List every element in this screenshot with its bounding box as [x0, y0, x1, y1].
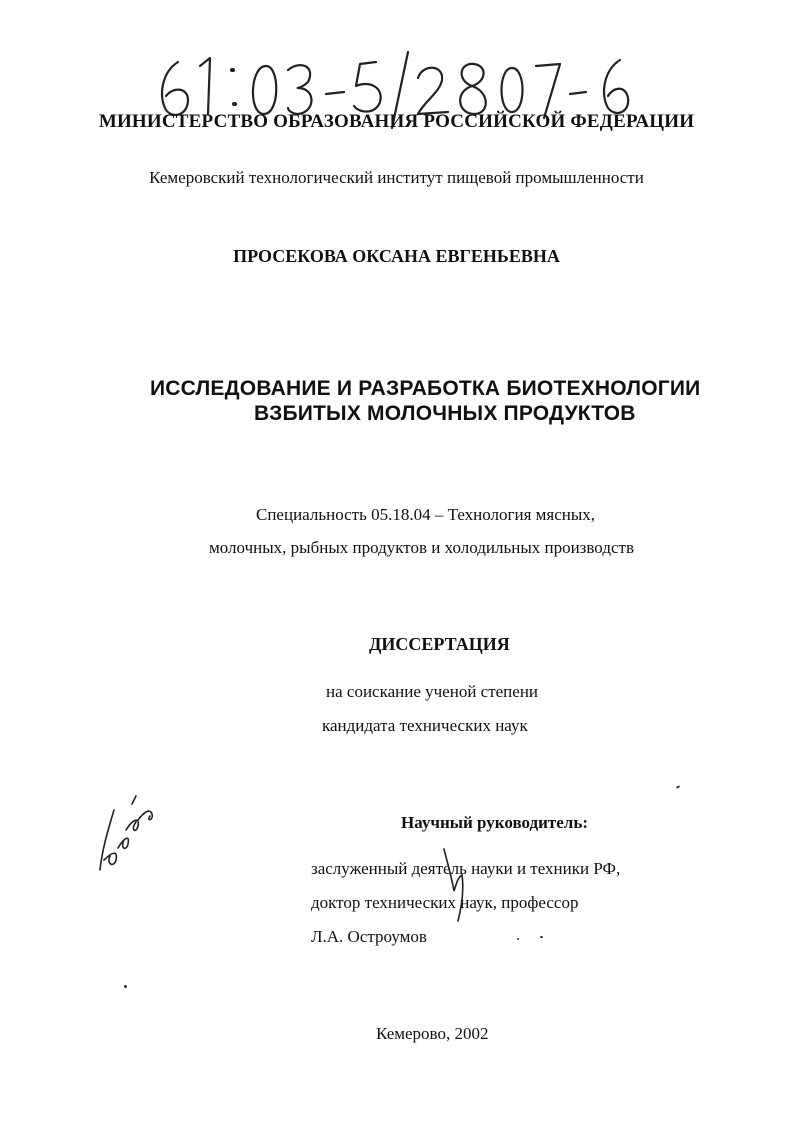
scan-speck [540, 936, 543, 938]
scan-speck [124, 985, 127, 988]
supervisor-heading: Научный руководитель: [401, 813, 588, 832]
scan-speck [517, 938, 519, 940]
pen-stroke-mark [440, 845, 480, 945]
author-name: ПРОСЕКОВА ОКСАНА ЕВГЕНЬЕВНА [233, 246, 560, 266]
supervisor-title-line-2: доктор технических наук, профессор [311, 893, 579, 912]
supervisor-name: Л.А. Остроумов [311, 927, 427, 946]
degree-line-2: кандидата технических наук [322, 716, 528, 735]
scan-speck [676, 785, 680, 789]
ministry-heading: МИНИСТЕРСТВО ОБРАЗОВАНИЯ РОССИЙСКОЙ ФЕДЕРАЦИИ [98, 111, 695, 132]
specialty-line-1: Специальность 05.18.04 – Технология мясных, [256, 505, 596, 524]
specialty-line-2: молочных, рыбных продуктов и холодильных производств [209, 538, 634, 557]
document-type: ДИССЕРТАЦИЯ [369, 634, 510, 654]
degree-line-1: на соискание ученой степени [326, 682, 539, 701]
institute-name: Кемеровский технологический институт пищевой промышленности [149, 168, 644, 187]
dissertation-title-line-2: ВЗБИТЫХ МОЛОЧНЫХ ПРОДУКТОВ [254, 402, 636, 425]
handwritten-signature [92, 790, 162, 880]
city-and-year: Кемерово, 2002 [376, 1024, 489, 1043]
dissertation-title-line-1: ИССЛЕДОВАНИЕ И РАЗРАБОТКА БИОТЕХНОЛОГИИ [150, 377, 701, 400]
supervisor-title-line-1: заслуженный деятель науки и техники РФ, [311, 859, 621, 878]
